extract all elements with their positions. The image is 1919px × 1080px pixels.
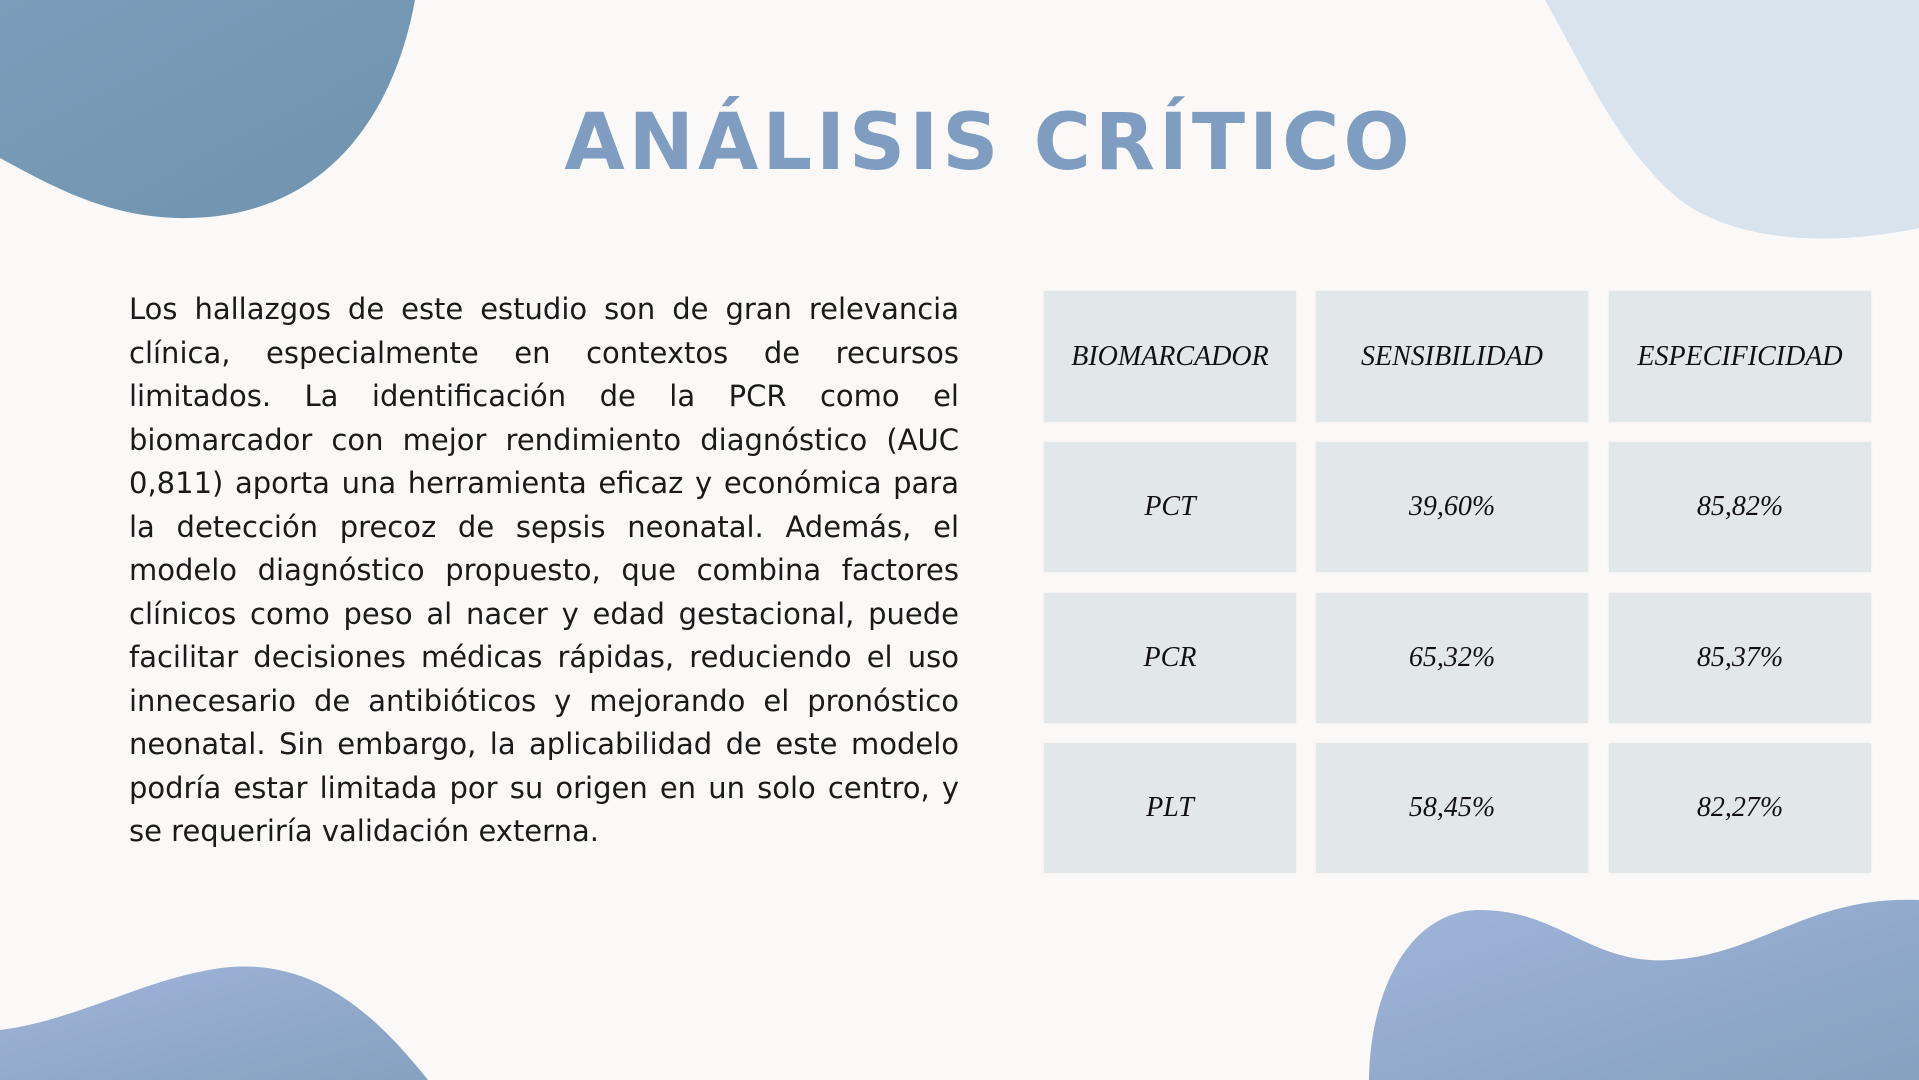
table-cell: PCR — [1044, 593, 1296, 723]
body-paragraph: Los hallazgos de este estudio son de gran relevancia clínica, especialmente en contextos de recursos limitados. La identificación de la PCR como el biomarcador con mejor rendimiento diagnóstico (AUC 0,811) aporta una herramienta eficaz y económica para la detección precoz de sepsis neonatal. Además, el modelo diagnóstico propuesto, que combina factores clínicos como peso al nacer y edad gestacional, puede facilitar decisiones médicas rápidas, reduciendo el uso innecesario de antibióticos y mejorando el pronóstico neonatal. Sin embargo, la aplicabilidad de este modelo podría estar limitada por su origen en un solo centro, y se requeriría validación externa. — [129, 292, 959, 848]
table-cell: 58,45% — [1316, 743, 1588, 873]
table-cell: 85,37% — [1609, 593, 1871, 723]
table-cell: PLT — [1044, 743, 1296, 873]
page-title: ANÁLISIS CRÍTICO — [564, 98, 1414, 188]
header-cell-sensibilidad: SENSIBILIDAD — [1316, 291, 1588, 422]
header-cell-especificidad: ESPECIFICIDAD — [1609, 291, 1871, 422]
table-cell: 39,60% — [1316, 442, 1588, 572]
table-cell: 85,82% — [1609, 442, 1871, 572]
table-cell: 65,32% — [1316, 593, 1588, 723]
header-cell-biomarcador: BIOMARCADOR — [1044, 291, 1296, 422]
table-cell: PCT — [1044, 442, 1296, 572]
blob-bottom-left — [0, 966, 428, 1080]
table-cell: 82,27% — [1609, 743, 1871, 873]
blob-bottom-right — [1369, 900, 1919, 1080]
